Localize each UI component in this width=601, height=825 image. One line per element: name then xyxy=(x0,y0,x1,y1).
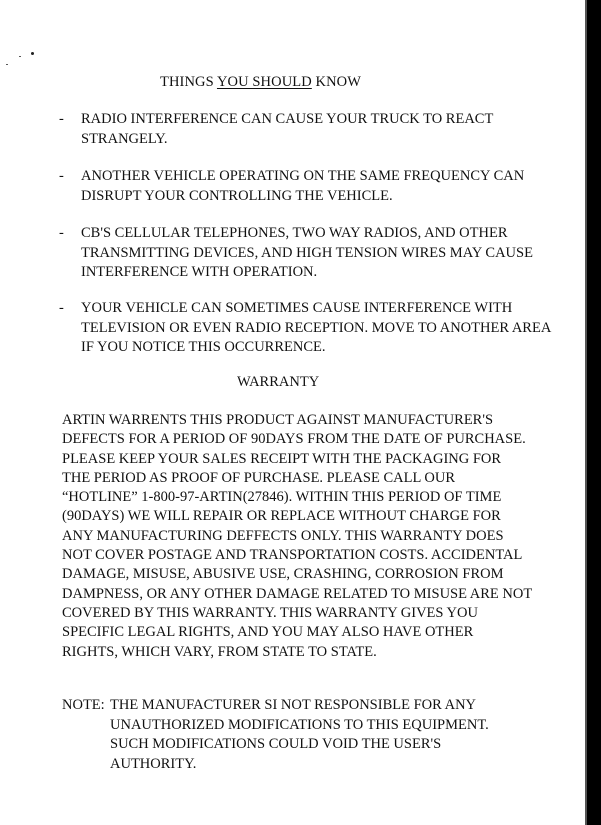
scan-edge-line xyxy=(585,0,587,825)
list-item-text: CB'S CELLULAR TELEPHONES, TWO WAY RADIOS, AND OTHER TRANSMITTING DEVICES, AND HIGH TENSION WIRES MAY CAUSE INTERFERENCE WITH OPERATION. xyxy=(81,225,533,280)
bullet-dash: - xyxy=(59,168,64,184)
scan-speck xyxy=(6,64,8,65)
bullet-dash: - xyxy=(59,225,64,241)
bullet-dash: - xyxy=(59,111,64,127)
warranty-body: ARTIN WARRENTS THIS PRODUCT AGAINST MANUFACTURER'S DEFECTS FOR A PERIOD OF 90DAYS FROM THE DATE OF PURCHASE. PLEASE KEEP YOUR SALES RECEIPT WITH THE PACKAGING FOR THE PERIOD AS PROOF OF PURCHASE. PLEASE CALL OUR “HOTLINE” 1-800-97-ARTIN(27846). WITHIN THIS PERIOD OF TIME (90DAYS) WE WILL REPAIR OR REPLACE WITHOUT CHARGE FOR ANY MANUFACTURING DEFFECTS ONLY. THIS WARRANTY DOES NOT COVER POSTAGE AND TRANSPORTATION COSTS. ACCIDENTAL DAMAGE, MISUSE, ABUSIVE USE, CRASHING, CORROSION FROM DAMPNESS, OR ANY OTHER DAMAGE RELATED TO MISUSE ARE NOT COVERED BY THIS WARRANTY. THIS WARRANTY GIVES YOU SPECIFIC LEGAL RIGHTS, AND YOU MAY ALSO HAVE OTHER RIGHTS, WHICH VARY, FROM STATE TO STATE. xyxy=(62,412,532,660)
scan-speck xyxy=(31,52,34,55)
list-item-text: ANOTHER VEHICLE OPERATING ON THE SAME FREQUENCY CAN DISRUPT YOUR CONTROLLING THE VEHICLE. xyxy=(81,168,525,204)
list-item-text: YOUR VEHICLE CAN SOMETIMES CAUSE INTERFERENCE WITH TELEVISION OR EVEN RADIO RECEPTION. MOVE TO ANOTHER AREA IF YOU NOTICE THIS OCCURRENCE. xyxy=(81,300,551,355)
page-title xyxy=(160,74,361,91)
list-item-text: RADIO INTERFERENCE CAN CAUSE YOUR TRUCK TO REACT STRANGELY. xyxy=(81,111,494,147)
scan-edge-shadow xyxy=(587,0,601,825)
bullet-dash: - xyxy=(59,300,64,316)
title-prefix: THINGS xyxy=(160,74,217,90)
title-suffix: KNOW xyxy=(311,74,362,90)
note-text: THE MANUFACTURER SI NOT RESPONSIBLE FOR ANY UNAUTHORIZED MODIFICATIONS TO THIS EQUIPMENT. SUCH MODIFICATIONS COULD VOID THE USER'S AUTHORITY. xyxy=(110,697,489,772)
note-label: NOTE: xyxy=(62,697,105,713)
scan-speck xyxy=(19,56,21,57)
warranty-heading: WARRANTY xyxy=(237,374,320,390)
title-underlined: YOU SHOULD xyxy=(216,74,312,90)
